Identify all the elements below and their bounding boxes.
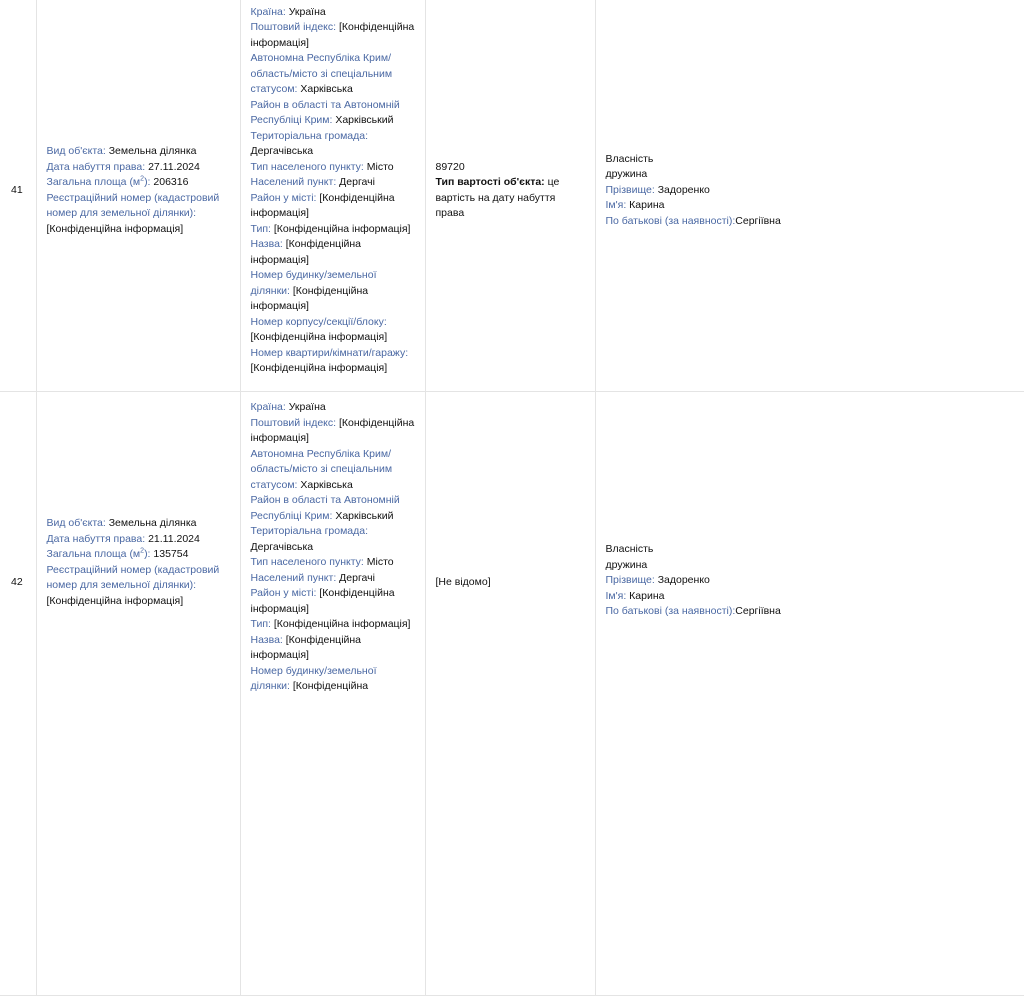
registration-number: Реєстраційний номер (кадастровий номер для земельної ділянки): [Конфіденційна інформація] [46, 563, 220, 607]
right-cell [595, 0, 1024, 392]
registration-number: Реєстраційний номер (кадастровий номер для земельної ділянки): [Конфіденційна інформація] [46, 191, 220, 235]
object-cell [36, 0, 240, 392]
address-block: Номер корпусу/секції/блоку: [Конфіденційна інформація] [250, 315, 388, 343]
holder-surname: Прізвище: Задоренко [605, 183, 710, 196]
address-region: Автономна Республіка Крим/ область/місто зі спеціальним статусом: Харківська [250, 52, 393, 95]
total-area: Загальна площа $(м^2)$: 206316 [46, 175, 189, 188]
right-kind: Власність [605, 543, 654, 555]
address-settlement: Населений пункт: Дергачі [250, 176, 375, 188]
right-cell [595, 392, 1024, 996]
address-country: Країна: Україна [250, 401, 326, 413]
total-area: Загальна площа $(м^2)$: 135754 [46, 547, 189, 560]
address-district: Район в області та Автономній Республіці Крим: Харківський [250, 494, 400, 522]
object-value: [Не відомо] [435, 576, 491, 588]
address-community: Територіальна громада: Дергачівська [250, 525, 369, 553]
address-street-type: Тип: [Конфіденційна інформація] [250, 618, 411, 630]
address-settlement: Населений пункт: Дергачі [250, 571, 375, 584]
object-type: Вид об'єкта: Земельна ділянка [46, 145, 197, 157]
holder-patronymic: По батькові (за наявності):Сергіївна [605, 605, 781, 617]
table-row [0, 392, 1024, 996]
address-city-district: Район у місті: [Конфіденційна інформація] [250, 191, 395, 219]
address-region: Автономна Республіка Крим/ область/місто зі спеціальним статусом: Харківська [250, 447, 393, 491]
address-settlement-type: Тип населеного пункту: Місто [250, 160, 394, 173]
object-value: 89720 [435, 160, 465, 173]
table-row [0, 0, 1024, 392]
address-cell [240, 0, 425, 392]
row-number: 41 [11, 183, 23, 196]
acquisition-date: Дата набуття права: 21.11.2024 [46, 532, 200, 545]
holder-patronymic: По батькові (за наявності):Сергіївна [605, 214, 781, 227]
address-city-district: Район у місті: [Конфіденційна інформація] [250, 587, 395, 615]
right-holder-relation: дружина [605, 168, 648, 181]
object-cell [36, 392, 240, 996]
row-number-cell [0, 392, 36, 996]
right-holder-relation: дружина [605, 558, 648, 571]
address-building: Номер будинку/земельної ділянки: [Конфіденційна [250, 664, 377, 692]
address-street-type: Тип: [Конфіденційна інформація] [250, 222, 411, 235]
holder-surname: Прізвище: Задоренко [605, 574, 710, 586]
row-number-cell [0, 0, 36, 392]
row-number: 42 [11, 576, 23, 588]
address-community: Територіальна громада: Дергачівська [250, 129, 369, 157]
address-district: Район в області та Автономній Республіці Крим: Харківський [250, 98, 400, 126]
address-apartment: Номер квартири/кімнати/гаражу: [Конфіденційна інформація] [250, 346, 409, 374]
address-postal-code: Поштовий індекс: [Конфіденційна інформація] [250, 416, 415, 444]
address-postal-code: Поштовий індекс: [Конфіденційна інформація] [250, 21, 415, 49]
object-type: Вид об'єкта: Земельна ділянка [46, 517, 197, 529]
value-cell [425, 392, 595, 996]
acquisition-date: Дата набуття права: 27.11.2024 [46, 160, 200, 173]
address-settlement-type: Тип населеного пункту: Місто [250, 556, 394, 568]
right-kind: Власність [605, 152, 654, 165]
value-cell [425, 0, 595, 392]
holder-name: Ім'я: Карина [605, 199, 665, 212]
address-country: Країна: Україна [250, 5, 326, 18]
address-street-name: Назва: [Конфіденційна інформація] [250, 238, 362, 266]
address-cell [240, 392, 425, 996]
holder-name: Ім'я: Карина [605, 589, 665, 602]
address-street-name: Назва: [Конфіденційна інформація] [250, 633, 362, 661]
address-building: Номер будинку/земельної ділянки: [Конфіденційна інформація] [250, 269, 377, 312]
value-type: Тип вартості об'єкта: це вартість на дату набуття права [435, 176, 560, 219]
